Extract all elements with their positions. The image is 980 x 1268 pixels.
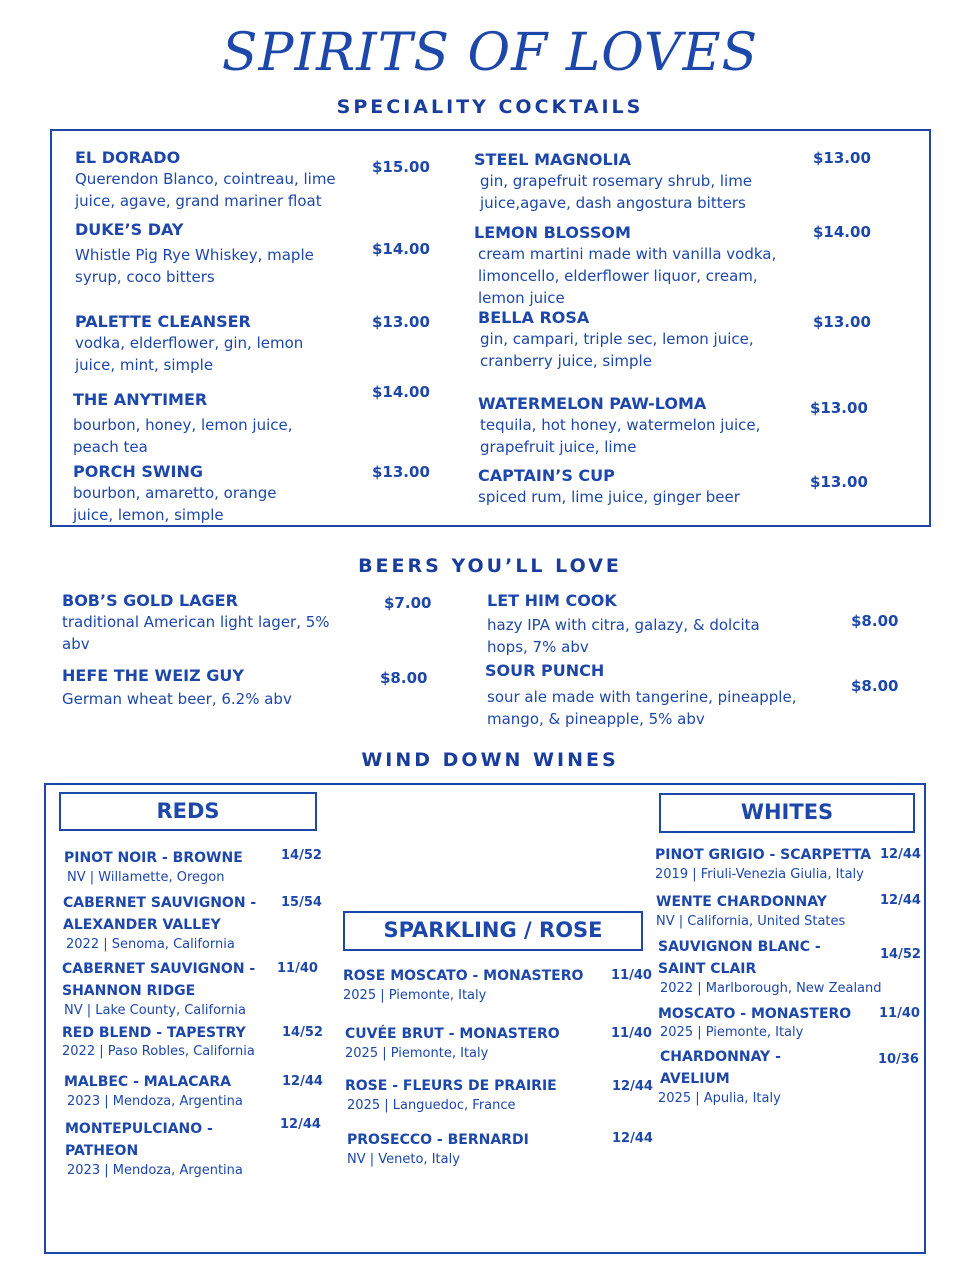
cocktail-price: $13.00	[813, 313, 871, 331]
cocktail-price: $13.00	[372, 313, 430, 331]
cocktail-name: STEEL MAGNOLIA	[474, 150, 632, 169]
cocktail-price: $13.00	[810, 399, 868, 417]
cocktail-desc: vodka, elderflower, gin, lemon juice, mint, simple	[75, 334, 304, 374]
wine-price: 11/40	[879, 1006, 920, 1021]
wine-price: 12/44	[612, 1079, 653, 1094]
wine-item	[656, 891, 876, 931]
wine-item	[62, 958, 267, 1020]
wine-item	[658, 936, 882, 998]
wine-name: CABERNET SAUVIGNON - SHANNON RIDGE	[62, 961, 256, 999]
section-wines-heading: WIND DOWN WINES	[361, 749, 619, 771]
beer-price: $7.00	[384, 594, 432, 612]
cocktail-item	[474, 150, 774, 214]
wine-desc: 2025 | Piemonte, Italy	[660, 1025, 804, 1040]
cocktail-item	[75, 148, 355, 212]
wine-price: 14/52	[282, 1025, 323, 1040]
wine-name: PROSECCO - BERNARDI	[347, 1132, 529, 1148]
cocktail-item	[73, 462, 303, 526]
cocktail-name: EL DORADO	[75, 148, 181, 167]
beer-item	[62, 666, 332, 710]
wine-item	[63, 892, 273, 954]
beer-item	[487, 591, 787, 658]
beer-price: $8.00	[851, 677, 899, 695]
beer-item	[62, 591, 332, 655]
wine-price: 12/44	[282, 1074, 323, 1089]
cocktail-price: $13.00	[810, 473, 868, 491]
wine-item	[65, 1118, 243, 1180]
wine-desc: 2019 | Friuli-Venezia Giulia, Italy	[655, 867, 864, 882]
wine-price: 12/44	[280, 1117, 321, 1132]
wine-desc: 2025 | Piemonte, Italy	[343, 988, 487, 1003]
wine-name: RED BLEND - TAPESTRY	[62, 1025, 246, 1041]
beer-name: LET HIM COOK	[487, 591, 617, 610]
wine-desc: 2025 | Languedoc, France	[347, 1098, 516, 1113]
cocktail-item	[75, 312, 320, 376]
cocktail-item	[478, 466, 798, 508]
wine-desc: 2025 | Apulia, Italy	[658, 1091, 781, 1106]
wine-desc: NV | Willamette, Oregon	[67, 870, 225, 885]
beer-price: $8.00	[851, 612, 899, 630]
wine-name: SAUVIGNON BLANC - SAINT CLAIR	[658, 939, 821, 977]
cocktail-price: $14.00	[813, 223, 871, 241]
cocktail-name: WATERMELON PAW-LOMA	[478, 394, 707, 413]
wine-item	[62, 1023, 277, 1061]
beer-desc: sour ale made with tangerine, pineapple, mango, & pineapple, 5% abv	[487, 688, 797, 728]
wine-price: 11/40	[611, 1026, 652, 1041]
wine-desc: 2022 | Senoma, California	[66, 937, 235, 952]
wine-price: 12/44	[612, 1131, 653, 1146]
cocktail-desc: gin, grapefruit rosemary shrub, lime juice,agave, dash angostura bitters	[480, 172, 753, 212]
cocktail-item	[478, 308, 778, 372]
wine-item	[345, 1075, 605, 1115]
cocktail-price: $14.00	[372, 383, 430, 401]
cocktail-desc: spiced rum, lime juice, ginger beer	[478, 488, 740, 506]
wine-desc: NV | Veneto, Italy	[347, 1152, 460, 1167]
cocktail-price: $14.00	[372, 240, 430, 258]
wine-name: CHARDONNAY - AVELIUM	[660, 1049, 781, 1087]
beer-desc: traditional American light lager, 5% abv	[62, 613, 330, 653]
beer-price: $8.00	[380, 669, 428, 687]
wine-name: CUVÉE BRUT - MONASTERO	[345, 1026, 560, 1042]
reds-heading: REDS	[59, 792, 317, 831]
cocktail-desc: Querendon Blanco, cointreau, lime juice, agave, grand mariner float	[75, 170, 336, 210]
wine-price: 15/54	[281, 895, 322, 910]
cocktail-item	[73, 390, 313, 458]
wine-desc: NV | California, United States	[656, 914, 846, 929]
wine-desc: 2023 | Mendoza, Argentina	[67, 1163, 243, 1178]
beer-desc: hazy IPA with citra, galazy, & dolcita hops, 7% abv	[487, 616, 760, 656]
sparkling-heading: SPARKLING / ROSE	[343, 911, 643, 951]
cocktail-item	[75, 220, 325, 288]
wine-item	[343, 965, 603, 1005]
cocktail-price: $15.00	[372, 158, 430, 176]
cocktail-item	[474, 223, 789, 309]
beer-name: HEFE THE WEIZ GUY	[62, 666, 244, 685]
cocktail-desc: tequila, hot honey, watermelon juice, grapefruit juice, lime	[480, 416, 761, 456]
wine-name: ROSE MOSCATO - MONASTERO	[343, 968, 584, 984]
cocktail-name: BELLA ROSA	[478, 308, 590, 327]
wine-price: 11/40	[277, 961, 318, 976]
wine-desc: 2022 | Paso Robles, California	[62, 1044, 255, 1059]
cocktail-desc: bourbon, honey, lemon juice, peach tea	[73, 416, 293, 456]
wine-name: MALBEC - MALACARA	[64, 1074, 232, 1090]
wine-price: 12/44	[880, 893, 921, 908]
wine-item	[347, 1129, 607, 1169]
cocktail-name: PALETTE CLEANSER	[75, 312, 251, 331]
wine-name: MONTEPULCIANO - PATHEON	[65, 1121, 213, 1159]
wine-price: 14/52	[880, 947, 921, 962]
cocktail-name: CAPTAIN’S CUP	[478, 466, 615, 485]
cocktail-name: LEMON BLOSSOM	[474, 223, 631, 242]
whites-heading: WHITES	[659, 793, 915, 833]
cocktail-price: $13.00	[813, 149, 871, 167]
beer-desc: German wheat beer, 6.2% abv	[62, 690, 292, 708]
cocktail-desc: bourbon, amaretto, orange juice, lemon, simple	[73, 484, 277, 524]
wine-desc: 2025 | Piemonte, Italy	[345, 1046, 489, 1061]
section-cocktails-heading: SPECIALITY COCKTAILS	[336, 96, 644, 118]
beer-name: SOUR PUNCH	[485, 661, 605, 680]
wine-price: 11/40	[611, 968, 652, 983]
wine-name: ROSE - FLEURS DE PRAIRIE	[345, 1078, 557, 1094]
wine-item	[345, 1023, 605, 1063]
wine-item	[655, 844, 880, 884]
wine-item	[64, 1071, 279, 1111]
cocktail-price: $13.00	[372, 463, 430, 481]
wine-name: MOSCATO - MONASTERO	[658, 1006, 852, 1022]
cocktail-item	[478, 394, 778, 458]
wine-price: 12/44	[880, 847, 921, 862]
cocktail-desc: cream martini made with vanilla vodka, limoncello, elderflower liquor, cream, lemon juice	[478, 245, 777, 307]
wine-price: 14/52	[281, 848, 322, 863]
menu-title: SPIRITS OF LOVES	[221, 23, 759, 83]
wine-item	[64, 847, 269, 887]
wine-name: WENTE CHARDONNAY	[656, 894, 827, 910]
beer-item	[485, 661, 815, 730]
cocktail-name: DUKE’S DAY	[75, 220, 184, 239]
wine-desc: 2023 | Mendoza, Argentina	[67, 1094, 243, 1109]
wine-desc: 2022 | Marlborough, New Zealand	[660, 981, 882, 996]
wine-name: CABERNET SAUVIGNON - ALEXANDER VALLEY	[63, 895, 257, 933]
section-beers-heading: BEERS YOU’LL LOVE	[358, 555, 622, 577]
beer-name: BOB’S GOLD LAGER	[62, 591, 238, 610]
wine-item	[658, 1004, 873, 1042]
cocktail-desc: Whistle Pig Rye Whiskey, maple syrup, coco bitters	[75, 246, 314, 286]
wine-item	[660, 1046, 810, 1108]
wine-name: PINOT GRIGIO - SCARPETTA	[655, 847, 872, 863]
wine-name: PINOT NOIR - BROWNE	[64, 850, 243, 866]
cocktail-desc: gin, campari, triple sec, lemon juice, cranberry juice, simple	[480, 330, 754, 370]
wine-desc: NV | Lake County, California	[64, 1003, 246, 1018]
wine-price: 10/36	[878, 1052, 919, 1067]
cocktail-name: PORCH SWING	[73, 462, 203, 481]
cocktail-name: THE ANYTIMER	[73, 390, 208, 409]
